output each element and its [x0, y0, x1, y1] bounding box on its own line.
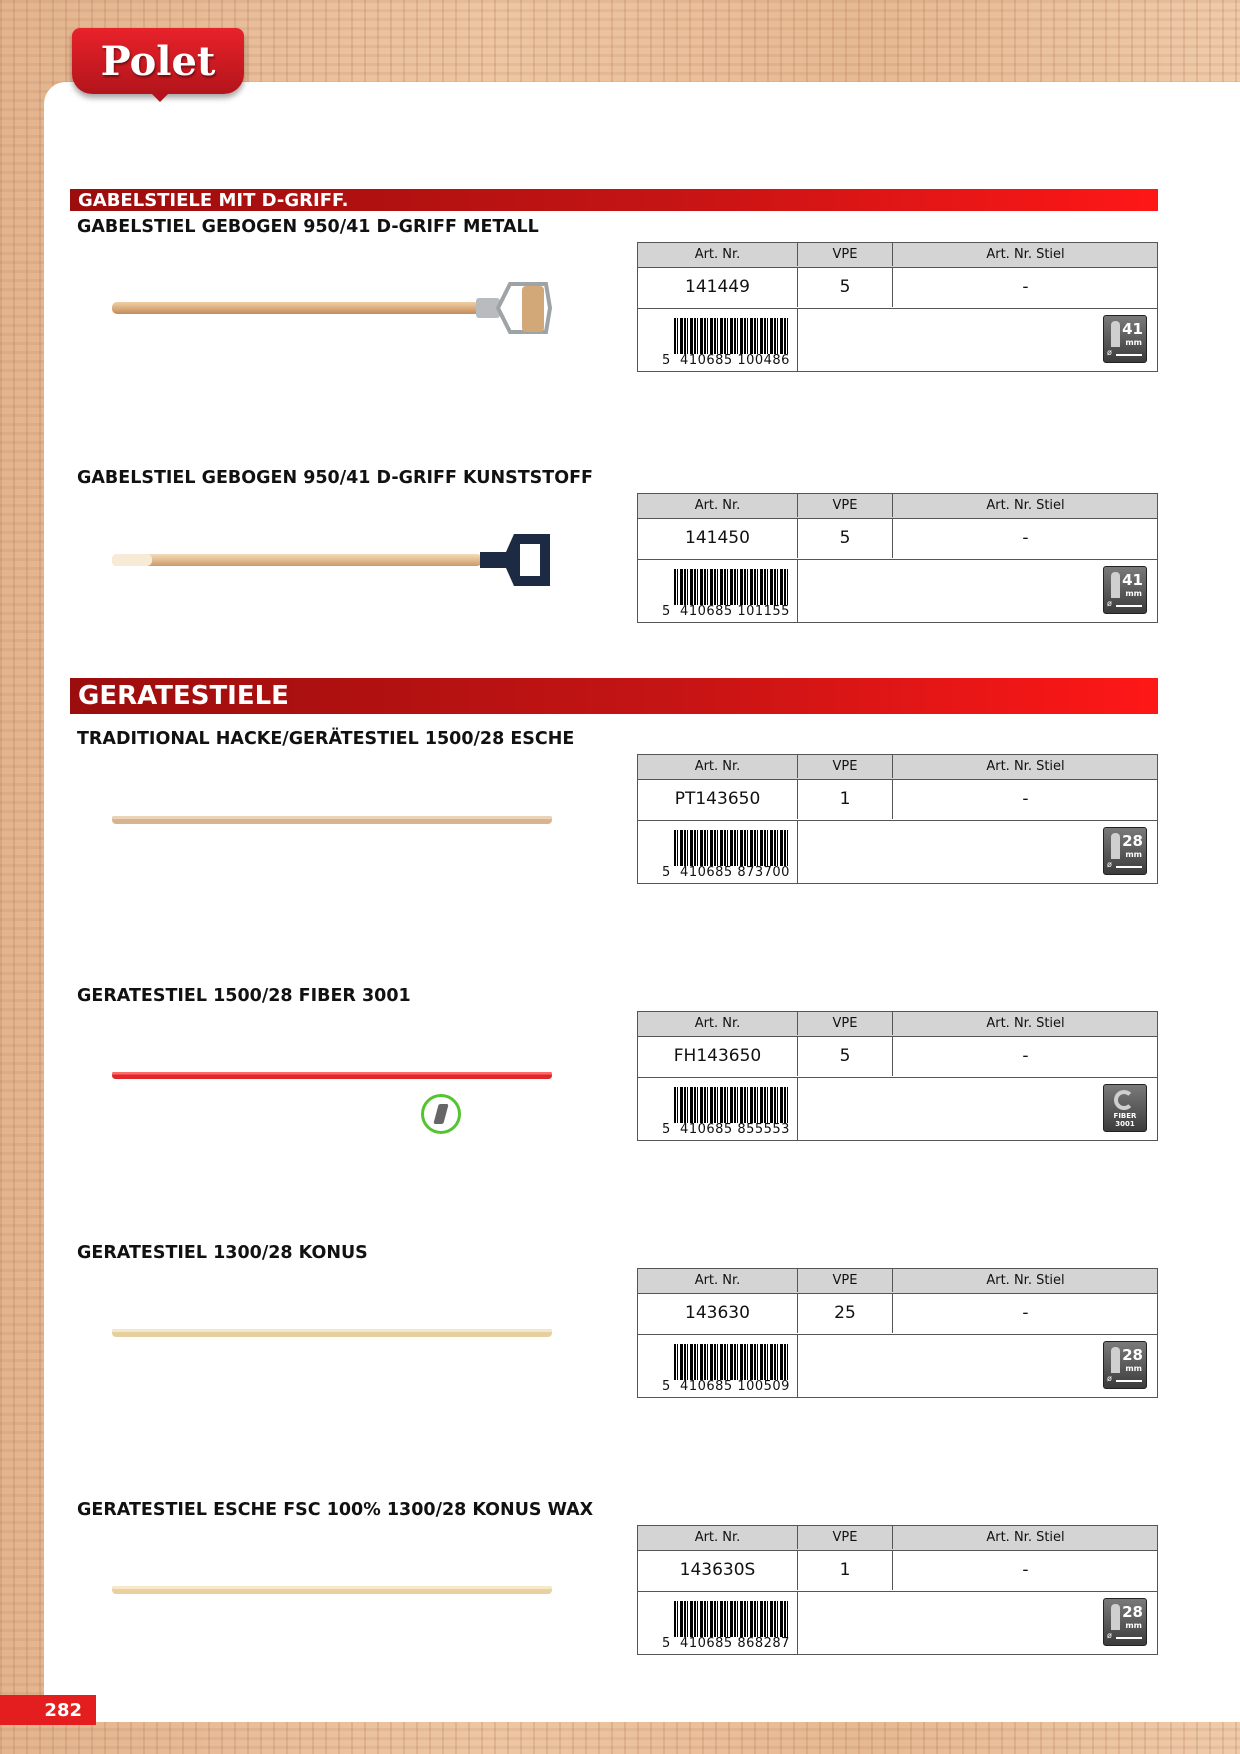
art-nr-value: PT143650: [638, 779, 798, 819]
diameter-symbol: ø: [1107, 860, 1112, 869]
page-number: [0, 1695, 96, 1725]
fiber-icon: [1103, 1084, 1147, 1132]
barcode-box: [638, 1591, 798, 1655]
arrow-glyph: [1116, 354, 1142, 356]
barcode-box: [638, 820, 798, 884]
spec-row: [638, 1269, 1157, 1335]
ean-left: 410685: [680, 1122, 733, 1137]
section-heading-geratestiele: [70, 678, 1158, 714]
icon-diameter-unit: mm: [1125, 1621, 1142, 1630]
arrow-glyph: [1116, 1380, 1142, 1382]
logo-tip: [150, 92, 170, 102]
shaft-glyph: [1111, 833, 1120, 859]
product-image-wax-handle: [110, 1578, 556, 1602]
ean-lead: 5: [662, 604, 671, 619]
diameter-icon: [1103, 1341, 1147, 1389]
header-art-nr-stiel: Art. Nr. Stiel: [986, 1273, 1065, 1288]
ean-right: 100509: [737, 1379, 790, 1394]
header-vpe: VPE: [798, 755, 893, 778]
product-image-konus-handle: [110, 1321, 556, 1345]
barcode-number: [662, 605, 792, 619]
vpe-value: 5: [798, 518, 893, 558]
ean-left: 410685: [680, 604, 733, 619]
stiel-value: -: [1022, 528, 1029, 548]
barcode: [674, 1087, 790, 1123]
logo-text: Polet: [100, 37, 216, 85]
ean-lead: 5: [662, 865, 671, 880]
diameter-symbol: ø: [1107, 599, 1112, 608]
diameter-symbol: ø: [1107, 1374, 1112, 1383]
product-title: GERATESTIEL 1500/28 FIBER 3001: [77, 986, 411, 1006]
certification-badge-icon: [421, 1094, 461, 1134]
stiel-value: -: [1022, 277, 1029, 297]
ean-left: 410685: [680, 865, 733, 880]
product-title: GABELSTIEL GEBOGEN 950/41 D-GRIFF KUNSTSTOFF: [77, 468, 594, 488]
diameter-icon: [1103, 827, 1147, 875]
art-nr-value: 141450: [638, 518, 798, 558]
icon-diameter-value: 28: [1122, 1346, 1143, 1364]
ean-right: 868287: [737, 1636, 790, 1651]
header-vpe: VPE: [798, 1269, 893, 1292]
header-art-nr-stiel: Art. Nr. Stiel: [986, 759, 1065, 774]
art-nr-value: 143630S: [638, 1550, 798, 1590]
diameter-symbol: ø: [1107, 348, 1112, 357]
spec-table: [637, 493, 1158, 623]
spec-table: [637, 242, 1158, 372]
vpe-value: 5: [798, 1036, 893, 1076]
barcode-box: [638, 559, 798, 623]
arrow-glyph: [1116, 605, 1142, 607]
product-title: GERATESTIEL 1300/28 KONUS: [77, 1243, 368, 1263]
stiel-value: -: [1022, 1560, 1029, 1580]
stiel-value: -: [1022, 1303, 1029, 1323]
header-art-nr: Art. Nr.: [638, 1269, 798, 1292]
art-nr-value: FH143650: [638, 1036, 798, 1076]
product-image-d-grip-metal: [110, 278, 556, 342]
vpe-value: 1: [798, 1550, 893, 1590]
spec-table: [637, 1525, 1158, 1655]
spec-row: [638, 1012, 1157, 1078]
stiel-value: -: [1022, 1046, 1029, 1066]
header-art-nr: Art. Nr.: [638, 755, 798, 778]
ean-lead: 5: [662, 1379, 671, 1394]
barcode-number: [662, 354, 792, 368]
barcode-box: [638, 1077, 798, 1141]
spec-table: [637, 754, 1158, 884]
header-art-nr-stiel: Art. Nr. Stiel: [986, 1016, 1065, 1031]
diameter-icon: [1103, 1598, 1147, 1646]
ean-right: 101155: [737, 604, 790, 619]
product-image-ash-handle: [110, 808, 556, 832]
header-vpe: VPE: [798, 243, 893, 266]
product-title: GERATESTIEL ESCHE FSC 100% 1300/28 KONUS WAX: [77, 1500, 594, 1520]
spec-row: [638, 243, 1157, 309]
icon-diameter-unit: mm: [1125, 1364, 1142, 1373]
section-heading-text: GERATESTIELE: [78, 681, 289, 711]
header-vpe: VPE: [798, 1012, 893, 1035]
fiber-ring-glyph: [1114, 1090, 1134, 1110]
art-nr-value: 143630: [638, 1293, 798, 1333]
vpe-value: 25: [798, 1293, 893, 1333]
header-art-nr-stiel: Art. Nr. Stiel: [986, 1530, 1065, 1545]
spec-row: [638, 755, 1157, 821]
header-art-nr-stiel: Art. Nr. Stiel: [986, 498, 1065, 513]
barcode: [674, 1601, 790, 1637]
product-title: GABELSTIEL GEBOGEN 950/41 D-GRIFF METALL: [77, 217, 539, 237]
barcode-box: [638, 1334, 798, 1398]
diameter-icon: [1103, 315, 1147, 363]
spec-table: [637, 1011, 1158, 1141]
vpe-value: 5: [798, 267, 893, 307]
barcode: [674, 830, 790, 866]
spec-table: [637, 1268, 1158, 1398]
product-title: TRADITIONAL HACKE/GERÄTESTIEL 1500/28 ESCHE: [77, 729, 575, 749]
product-image-d-grip-plastic: [110, 530, 556, 594]
spec-row: [638, 1526, 1157, 1592]
diameter-icon: [1103, 566, 1147, 614]
icon-diameter-value: 41: [1122, 571, 1143, 589]
polet-logo: [72, 28, 244, 94]
ean-left: 410685: [680, 1636, 733, 1651]
header-art-nr: Art. Nr.: [638, 1526, 798, 1549]
ean-right: 100486: [737, 353, 790, 368]
section-heading-text: GABELSTIELE MIT D-GRIFF.: [78, 189, 349, 211]
shaft-glyph: [1111, 572, 1120, 598]
header-art-nr: Art. Nr.: [638, 494, 798, 517]
arrow-glyph: [1116, 866, 1142, 868]
ean-right: 855553: [737, 1122, 790, 1137]
header-vpe: VPE: [798, 494, 893, 517]
product-image-fiber-handle: [110, 1064, 556, 1088]
stiel-value: -: [1022, 789, 1029, 809]
header-art-nr: Art. Nr.: [638, 1012, 798, 1035]
barcode-number: [662, 1123, 792, 1137]
header-vpe: VPE: [798, 1526, 893, 1549]
ean-lead: 5: [662, 353, 671, 368]
barcode: [674, 569, 790, 605]
ean-lead: 5: [662, 1636, 671, 1651]
icon-diameter-value: 41: [1122, 320, 1143, 338]
barcode: [674, 318, 790, 354]
ean-left: 410685: [680, 1379, 733, 1394]
barcode: [674, 1344, 790, 1380]
icon-diameter-value: 28: [1122, 1603, 1143, 1621]
barcode-number: [662, 1380, 792, 1394]
shaft-glyph: [1111, 1347, 1120, 1373]
shaft-glyph: [1111, 1604, 1120, 1630]
header-art-nr: Art. Nr.: [638, 243, 798, 266]
art-nr-value: 141449: [638, 267, 798, 307]
ean-left: 410685: [680, 353, 733, 368]
barcode-number: [662, 1637, 792, 1651]
icon-diameter-unit: mm: [1125, 850, 1142, 859]
arrow-glyph: [1116, 1637, 1142, 1639]
header-art-nr-stiel: Art. Nr. Stiel: [986, 247, 1065, 262]
barcode-number: [662, 866, 792, 880]
diameter-symbol: ø: [1107, 1631, 1112, 1640]
icon-diameter-unit: mm: [1125, 338, 1142, 347]
section-heading-gabelstiele: [70, 189, 1158, 211]
barcode-box: [638, 308, 798, 372]
icon-diameter-unit: mm: [1125, 589, 1142, 598]
fiber-label: FIBER 3001: [1113, 1112, 1137, 1128]
ean-lead: 5: [662, 1122, 671, 1137]
spec-row: [638, 494, 1157, 560]
ean-right: 873700: [737, 865, 790, 880]
page-number-text: 282: [44, 1699, 82, 1721]
vpe-value: 1: [798, 779, 893, 819]
icon-diameter-value: 28: [1122, 832, 1143, 850]
shaft-glyph: [1111, 321, 1120, 347]
